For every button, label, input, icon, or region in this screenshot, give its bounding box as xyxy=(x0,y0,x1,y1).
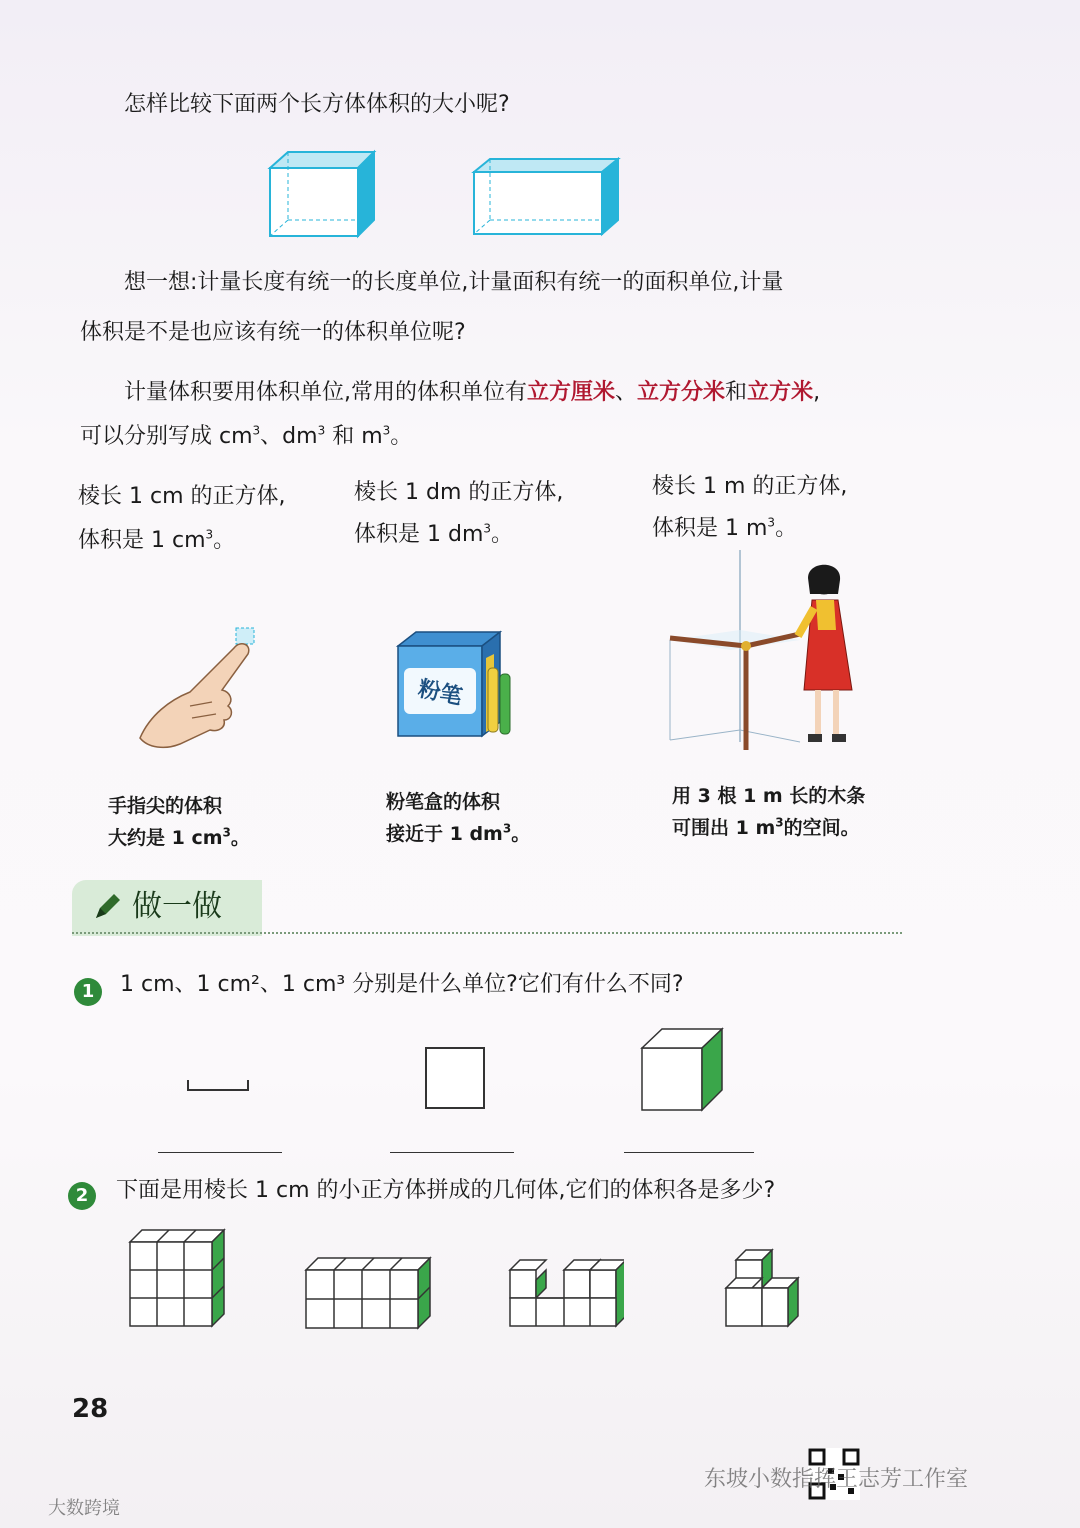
solid-3-cubes xyxy=(508,1254,624,1334)
exercise-1-text: 1 cm、1 cm²、1 cm³ 分别是什么单位?它们有什么不同? xyxy=(120,972,684,997)
superscript: 3 xyxy=(775,815,784,830)
units-abbr-cm: 可以分别写成 cm xyxy=(80,424,253,449)
section-divider xyxy=(72,932,902,934)
desc-cm-line-2 xyxy=(78,524,235,558)
caption-box-1: 粉笔盒的体积 xyxy=(386,791,501,813)
superscript: 3 xyxy=(483,521,492,536)
caption-text: 大约是 1 cm xyxy=(108,827,223,849)
superscript: 3 xyxy=(502,821,512,836)
cubic-meter-illustration xyxy=(648,550,868,760)
corner-watermark: 大数跨境 xyxy=(48,1498,120,1519)
cuboid-right xyxy=(468,156,624,240)
desc-cm-line-1: 棱长 1 cm 的正方体, xyxy=(78,484,286,509)
think-line-1: 想一想:计量长度有统一的长度单位,计量面积有统一的面积单位,计量 xyxy=(124,270,784,295)
exercise-2-text: 下面是用棱长 1 cm 的小正方体拼成的几何体,它们的体积各是多少? xyxy=(116,1178,776,1203)
top-question: 怎样比较下面两个长方体体积的大小呢? xyxy=(124,92,510,117)
caption-wood-1: 用 3 根 1 m 长的木条 xyxy=(672,785,866,807)
comma: , xyxy=(813,380,821,405)
desc-text: 体积是 1 m xyxy=(652,516,768,541)
period: 。 xyxy=(775,516,798,541)
cube-icon xyxy=(640,1026,726,1114)
unit-cubic-centimeter: 立方厘米 xyxy=(527,380,616,405)
pencil-icon xyxy=(92,892,122,922)
caption-box-2 xyxy=(386,818,530,850)
solid-4-cubes xyxy=(724,1244,808,1334)
period: 。 xyxy=(230,827,250,849)
caption-text: 可围出 1 m xyxy=(672,817,776,839)
superscript: 3 xyxy=(252,423,261,438)
solid-2-cubes xyxy=(304,1256,434,1332)
page-number: 28 xyxy=(72,1394,109,1424)
period: 。 xyxy=(511,823,531,845)
units-line-1 xyxy=(124,376,820,410)
length-segment-icon xyxy=(186,1078,250,1094)
answer-blank-2[interactable] xyxy=(390,1152,514,1153)
caption-finger-1: 手指尖的体积 xyxy=(108,795,223,817)
superscript: 3 xyxy=(382,423,391,438)
units-abbr-m: 和 m xyxy=(325,424,383,449)
units-line-2 xyxy=(80,420,412,454)
answer-blank-1[interactable] xyxy=(158,1152,282,1153)
period: 。 xyxy=(390,424,413,449)
desc-text: 体积是 1 dm xyxy=(354,522,484,547)
period: 。 xyxy=(213,528,236,553)
period: 。 xyxy=(491,522,514,547)
fingertip-icon xyxy=(130,620,270,750)
and-text: 和 xyxy=(725,380,748,405)
caption-finger-2 xyxy=(108,822,250,854)
section-title: 做一做 xyxy=(132,889,222,924)
superscript: 3 xyxy=(767,515,776,530)
unit-cubic-decimeter: 立方分米 xyxy=(637,380,726,405)
desc-m-line-2 xyxy=(652,512,797,546)
solid-1-cubes xyxy=(128,1226,228,1330)
square-icon xyxy=(424,1046,488,1110)
units-text: 计量体积要用体积单位,常用的体积单位有 xyxy=(124,380,527,405)
desc-m-line-1: 棱长 1 m 的正方体, xyxy=(652,474,848,499)
superscript: 3 xyxy=(222,825,231,840)
caption-text: 的空间。 xyxy=(783,817,860,839)
superscript: 3 xyxy=(317,423,326,438)
desc-dm-line-2 xyxy=(354,518,513,552)
desc-text: 体积是 1 cm xyxy=(78,528,206,553)
superscript: 3 xyxy=(205,527,214,542)
exercise-2-number: 2 xyxy=(68,1182,96,1210)
caption-text: 接近于 1 dm xyxy=(386,823,503,845)
chalk-box-icon xyxy=(390,628,514,744)
answer-blank-3[interactable] xyxy=(624,1152,754,1153)
chalk-box-label: 粉笔 xyxy=(415,676,465,711)
cuboid-left xyxy=(262,148,382,244)
wechat-watermark: 东坡小数指挥王志芳工作室 xyxy=(704,1467,969,1492)
units-abbr-dm: 、dm xyxy=(260,424,318,449)
caption-wood-2 xyxy=(672,812,860,844)
think-line-2: 体积是不是也应该有统一的体积单位呢? xyxy=(80,320,466,345)
exercise-1-number: 1 xyxy=(74,978,102,1006)
desc-dm-line-1: 棱长 1 dm 的正方体, xyxy=(354,480,564,505)
unit-cubic-meter: 立方米 xyxy=(747,380,814,405)
separator: 、 xyxy=(615,380,638,405)
